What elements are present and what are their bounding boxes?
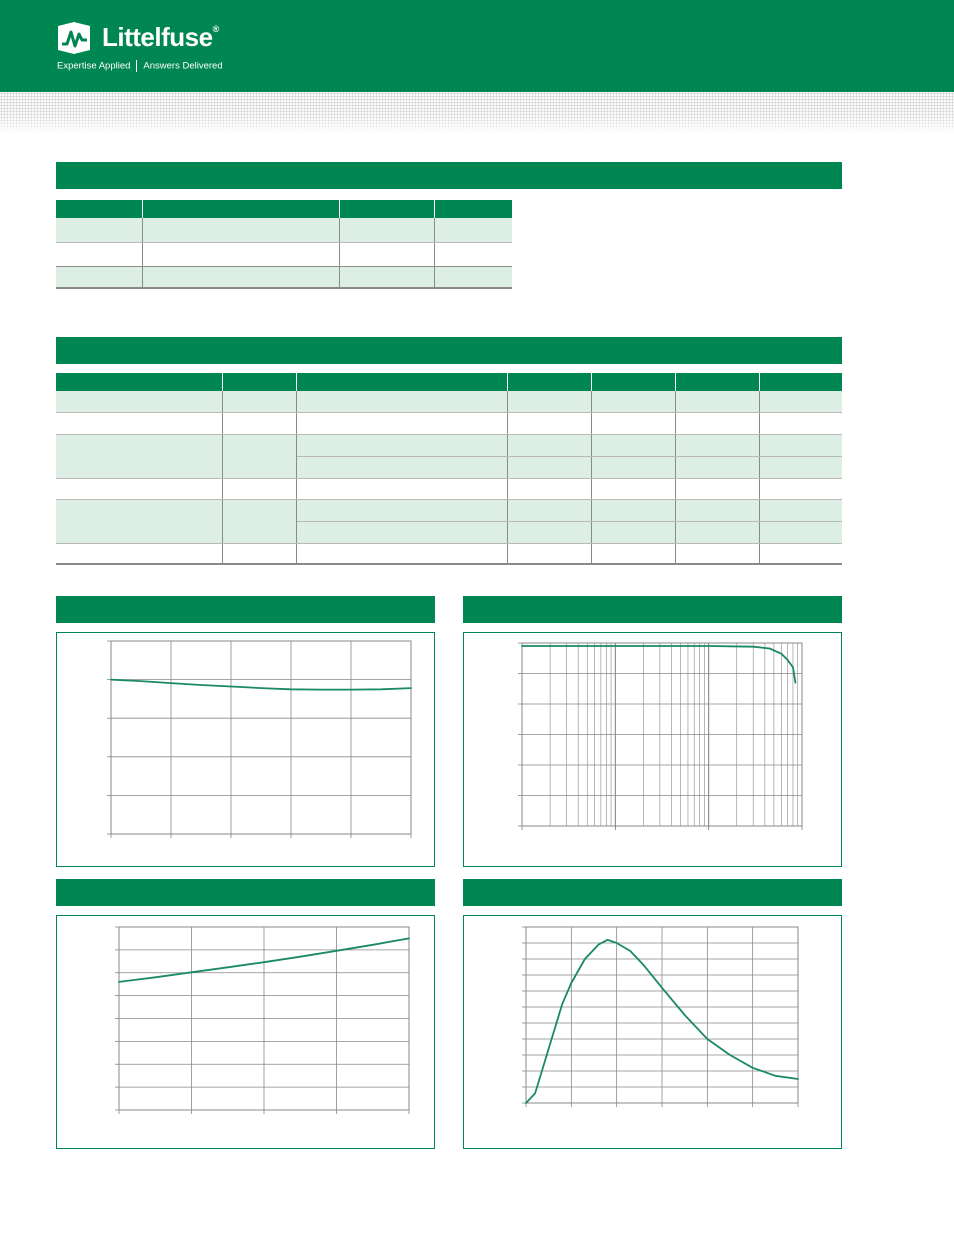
registered-mark: ® xyxy=(212,24,219,34)
table-cell xyxy=(675,412,759,434)
table-cell xyxy=(591,499,675,521)
section-bar-characteristics xyxy=(56,337,842,364)
table-cell xyxy=(759,412,842,434)
table-cell xyxy=(142,218,339,242)
table-cell xyxy=(222,478,296,499)
table-cell xyxy=(296,456,507,478)
table-row xyxy=(56,543,842,564)
chart-4 xyxy=(464,916,841,1148)
header-cell xyxy=(142,200,339,218)
table-cell xyxy=(222,391,296,412)
chart-2 xyxy=(464,633,841,866)
chart-3 xyxy=(57,916,434,1148)
table-cell xyxy=(56,218,142,242)
table-cell xyxy=(296,391,507,412)
table-cell xyxy=(591,456,675,478)
chart-panel-1 xyxy=(56,632,435,867)
table-cell xyxy=(507,543,591,564)
table-cell xyxy=(675,543,759,564)
table-cell xyxy=(591,478,675,499)
table-cell xyxy=(759,456,842,478)
table-cell xyxy=(222,543,296,564)
section-bar-ratings xyxy=(56,162,842,189)
littelfuse-logo-icon xyxy=(56,20,92,56)
table-cell xyxy=(591,412,675,434)
header-cell xyxy=(56,200,142,218)
table-row xyxy=(56,391,842,412)
table-cell xyxy=(296,521,507,543)
table-cell xyxy=(142,266,339,288)
header-cell xyxy=(675,373,759,391)
table-row xyxy=(56,478,842,499)
header-cell xyxy=(56,373,222,391)
table-cell xyxy=(56,543,222,564)
page-header xyxy=(0,0,954,92)
chart-panel-4 xyxy=(463,915,842,1149)
table-row xyxy=(56,434,842,456)
table-cell xyxy=(759,543,842,564)
table-row xyxy=(56,412,842,434)
chart-panel-3 xyxy=(56,915,435,1149)
table-ratings xyxy=(56,200,512,289)
table-cell xyxy=(591,521,675,543)
chart-panel-2 xyxy=(463,632,842,867)
tagline-divider xyxy=(136,60,137,72)
table-cell xyxy=(675,456,759,478)
table-cell xyxy=(296,478,507,499)
header-cell xyxy=(296,373,507,391)
table-header-row xyxy=(56,200,512,218)
table-cell xyxy=(759,391,842,412)
chart-title-bar-4 xyxy=(463,879,842,906)
table-cell xyxy=(56,499,222,543)
table-cell xyxy=(142,242,339,266)
table-cell xyxy=(675,478,759,499)
table-cell xyxy=(339,218,434,242)
table-header-row xyxy=(56,373,842,391)
tagline-left: Expertise Applied xyxy=(57,60,131,72)
table-cell xyxy=(56,242,142,266)
table-cell xyxy=(56,412,222,434)
table-cell xyxy=(759,434,842,456)
table-cell xyxy=(222,499,296,543)
table-cell xyxy=(675,521,759,543)
chart-title-bar-2 xyxy=(463,596,842,623)
table-cell xyxy=(296,412,507,434)
table-cell xyxy=(339,266,434,288)
table-cell xyxy=(222,434,296,478)
header-cell xyxy=(507,373,591,391)
table-cell xyxy=(675,391,759,412)
table-cell xyxy=(434,218,512,242)
table-cell xyxy=(759,499,842,521)
table-row xyxy=(56,242,512,266)
chart-1 xyxy=(57,633,434,866)
table-cell xyxy=(434,242,512,266)
table-cell xyxy=(56,391,222,412)
table-row xyxy=(56,499,842,521)
table-cell xyxy=(56,266,142,288)
table-cell xyxy=(591,391,675,412)
table-cell xyxy=(675,499,759,521)
plot-frame xyxy=(111,641,411,834)
table-cell xyxy=(56,478,222,499)
table-cell xyxy=(507,434,591,456)
table-cell xyxy=(759,478,842,499)
table-cell xyxy=(507,412,591,434)
header-cell xyxy=(222,373,296,391)
table-cell xyxy=(675,434,759,456)
tagline xyxy=(57,60,223,72)
series-line-1 xyxy=(111,680,411,690)
table-row xyxy=(56,218,512,242)
chart-title-bar-1 xyxy=(56,596,435,623)
tagline-right: Answers Delivered xyxy=(143,60,223,72)
table-cell xyxy=(759,521,842,543)
table-cell xyxy=(296,543,507,564)
table-cell xyxy=(56,434,222,478)
header-cell xyxy=(759,373,842,391)
table-cell xyxy=(507,521,591,543)
table-cell xyxy=(507,478,591,499)
header-cell xyxy=(591,373,675,391)
chart-title-bar-3 xyxy=(56,879,435,906)
table-cell xyxy=(507,391,591,412)
table-cell xyxy=(296,499,507,521)
header-cell xyxy=(339,200,434,218)
table-characteristics xyxy=(56,373,842,565)
series-line-1 xyxy=(522,646,795,683)
brand-name: Littelfuse® xyxy=(102,22,219,52)
table-cell xyxy=(222,412,296,434)
table-cell xyxy=(591,434,675,456)
table-cell xyxy=(507,499,591,521)
table-cell xyxy=(339,242,434,266)
table-cell xyxy=(434,266,512,288)
table-cell xyxy=(296,434,507,456)
table-cell xyxy=(507,456,591,478)
table-row xyxy=(56,266,512,288)
header-cell xyxy=(434,200,512,218)
table-cell xyxy=(591,543,675,564)
dot-pattern-fade xyxy=(0,92,954,132)
